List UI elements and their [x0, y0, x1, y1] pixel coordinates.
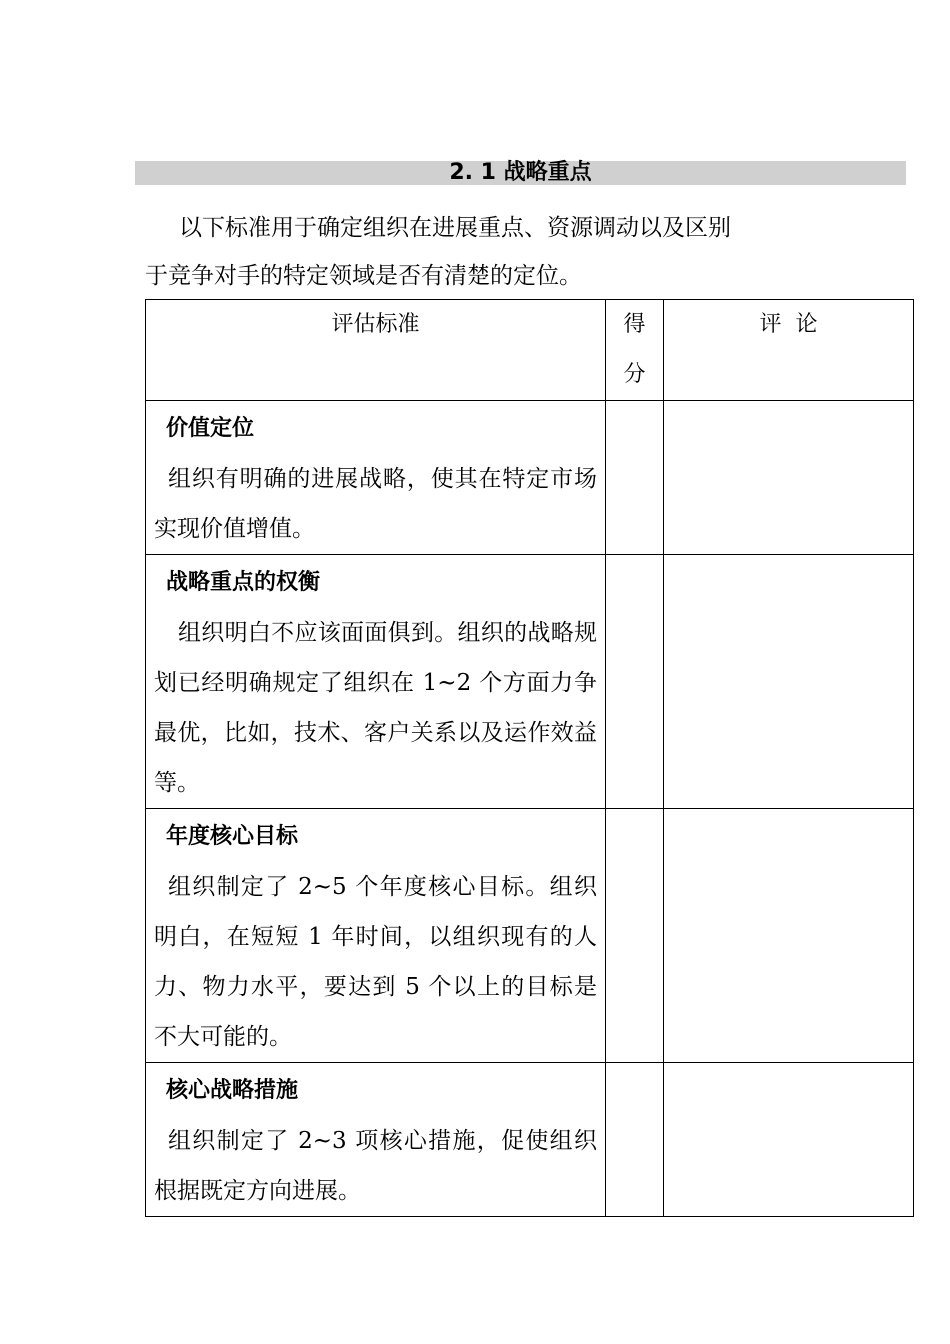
header-comment: 评 论: [664, 300, 914, 401]
score-cell[interactable]: [606, 809, 664, 1063]
header-score-line-1: 得: [623, 312, 646, 337]
table-row: [146, 555, 914, 809]
header-criteria: 评估标准: [146, 300, 606, 401]
criteria-description: 组织有明确的进展战略，使其在特定市场实现价值增值。: [154, 466, 597, 542]
criteria-cell: [146, 1063, 606, 1217]
criteria-title: 战略重点的权衡: [166, 570, 321, 595]
criteria-title: 价值定位: [166, 416, 255, 441]
evaluation-table: [145, 299, 914, 1217]
score-cell[interactable]: [606, 1063, 664, 1217]
header-score: [606, 300, 664, 401]
header-score-line-2: 分: [623, 362, 646, 387]
criteria-title: 核心战略措施: [166, 1078, 299, 1103]
criteria-cell: [146, 401, 606, 555]
table-header-row: [146, 300, 914, 401]
score-cell[interactable]: [606, 401, 664, 555]
criteria-description: 组织制定了 2~5 个年度核心目标。组织明白，在短短 1 年时间，以组织现有的人力、物力水平，要达到 5 个以上的目标是不大可能的。: [154, 874, 597, 1050]
intro-paragraph: [145, 204, 825, 300]
section-heading-bar: [135, 161, 906, 185]
comment-cell[interactable]: [664, 809, 914, 1063]
comment-cell[interactable]: [664, 401, 914, 555]
comment-cell[interactable]: [664, 1063, 914, 1217]
criteria-description: 组织明白不应该面面俱到。组织的战略规划已经明确规定了组织在 1~2 个方面力争最优，比如，技术、客户关系以及运作效益等。: [154, 620, 597, 796]
section-heading: 2. 1 战略重点: [449, 160, 592, 185]
criteria-cell: [146, 809, 606, 1063]
score-cell[interactable]: [606, 555, 664, 809]
intro-line-1: 以下标准用于确定组织在进展重点、资源调动以及区别: [179, 215, 731, 241]
table-row: [146, 1063, 914, 1217]
table-row: [146, 809, 914, 1063]
criteria-cell: [146, 555, 606, 809]
intro-line-2: 于竞争对手的特定领域是否有清楚的定位。: [145, 263, 582, 289]
criteria-title: 年度核心目标: [166, 824, 299, 849]
table-row: [146, 401, 914, 555]
criteria-description: 组织制定了 2~3 项核心措施，促使组织根据既定方向进展。: [154, 1128, 597, 1204]
comment-cell[interactable]: [664, 555, 914, 809]
